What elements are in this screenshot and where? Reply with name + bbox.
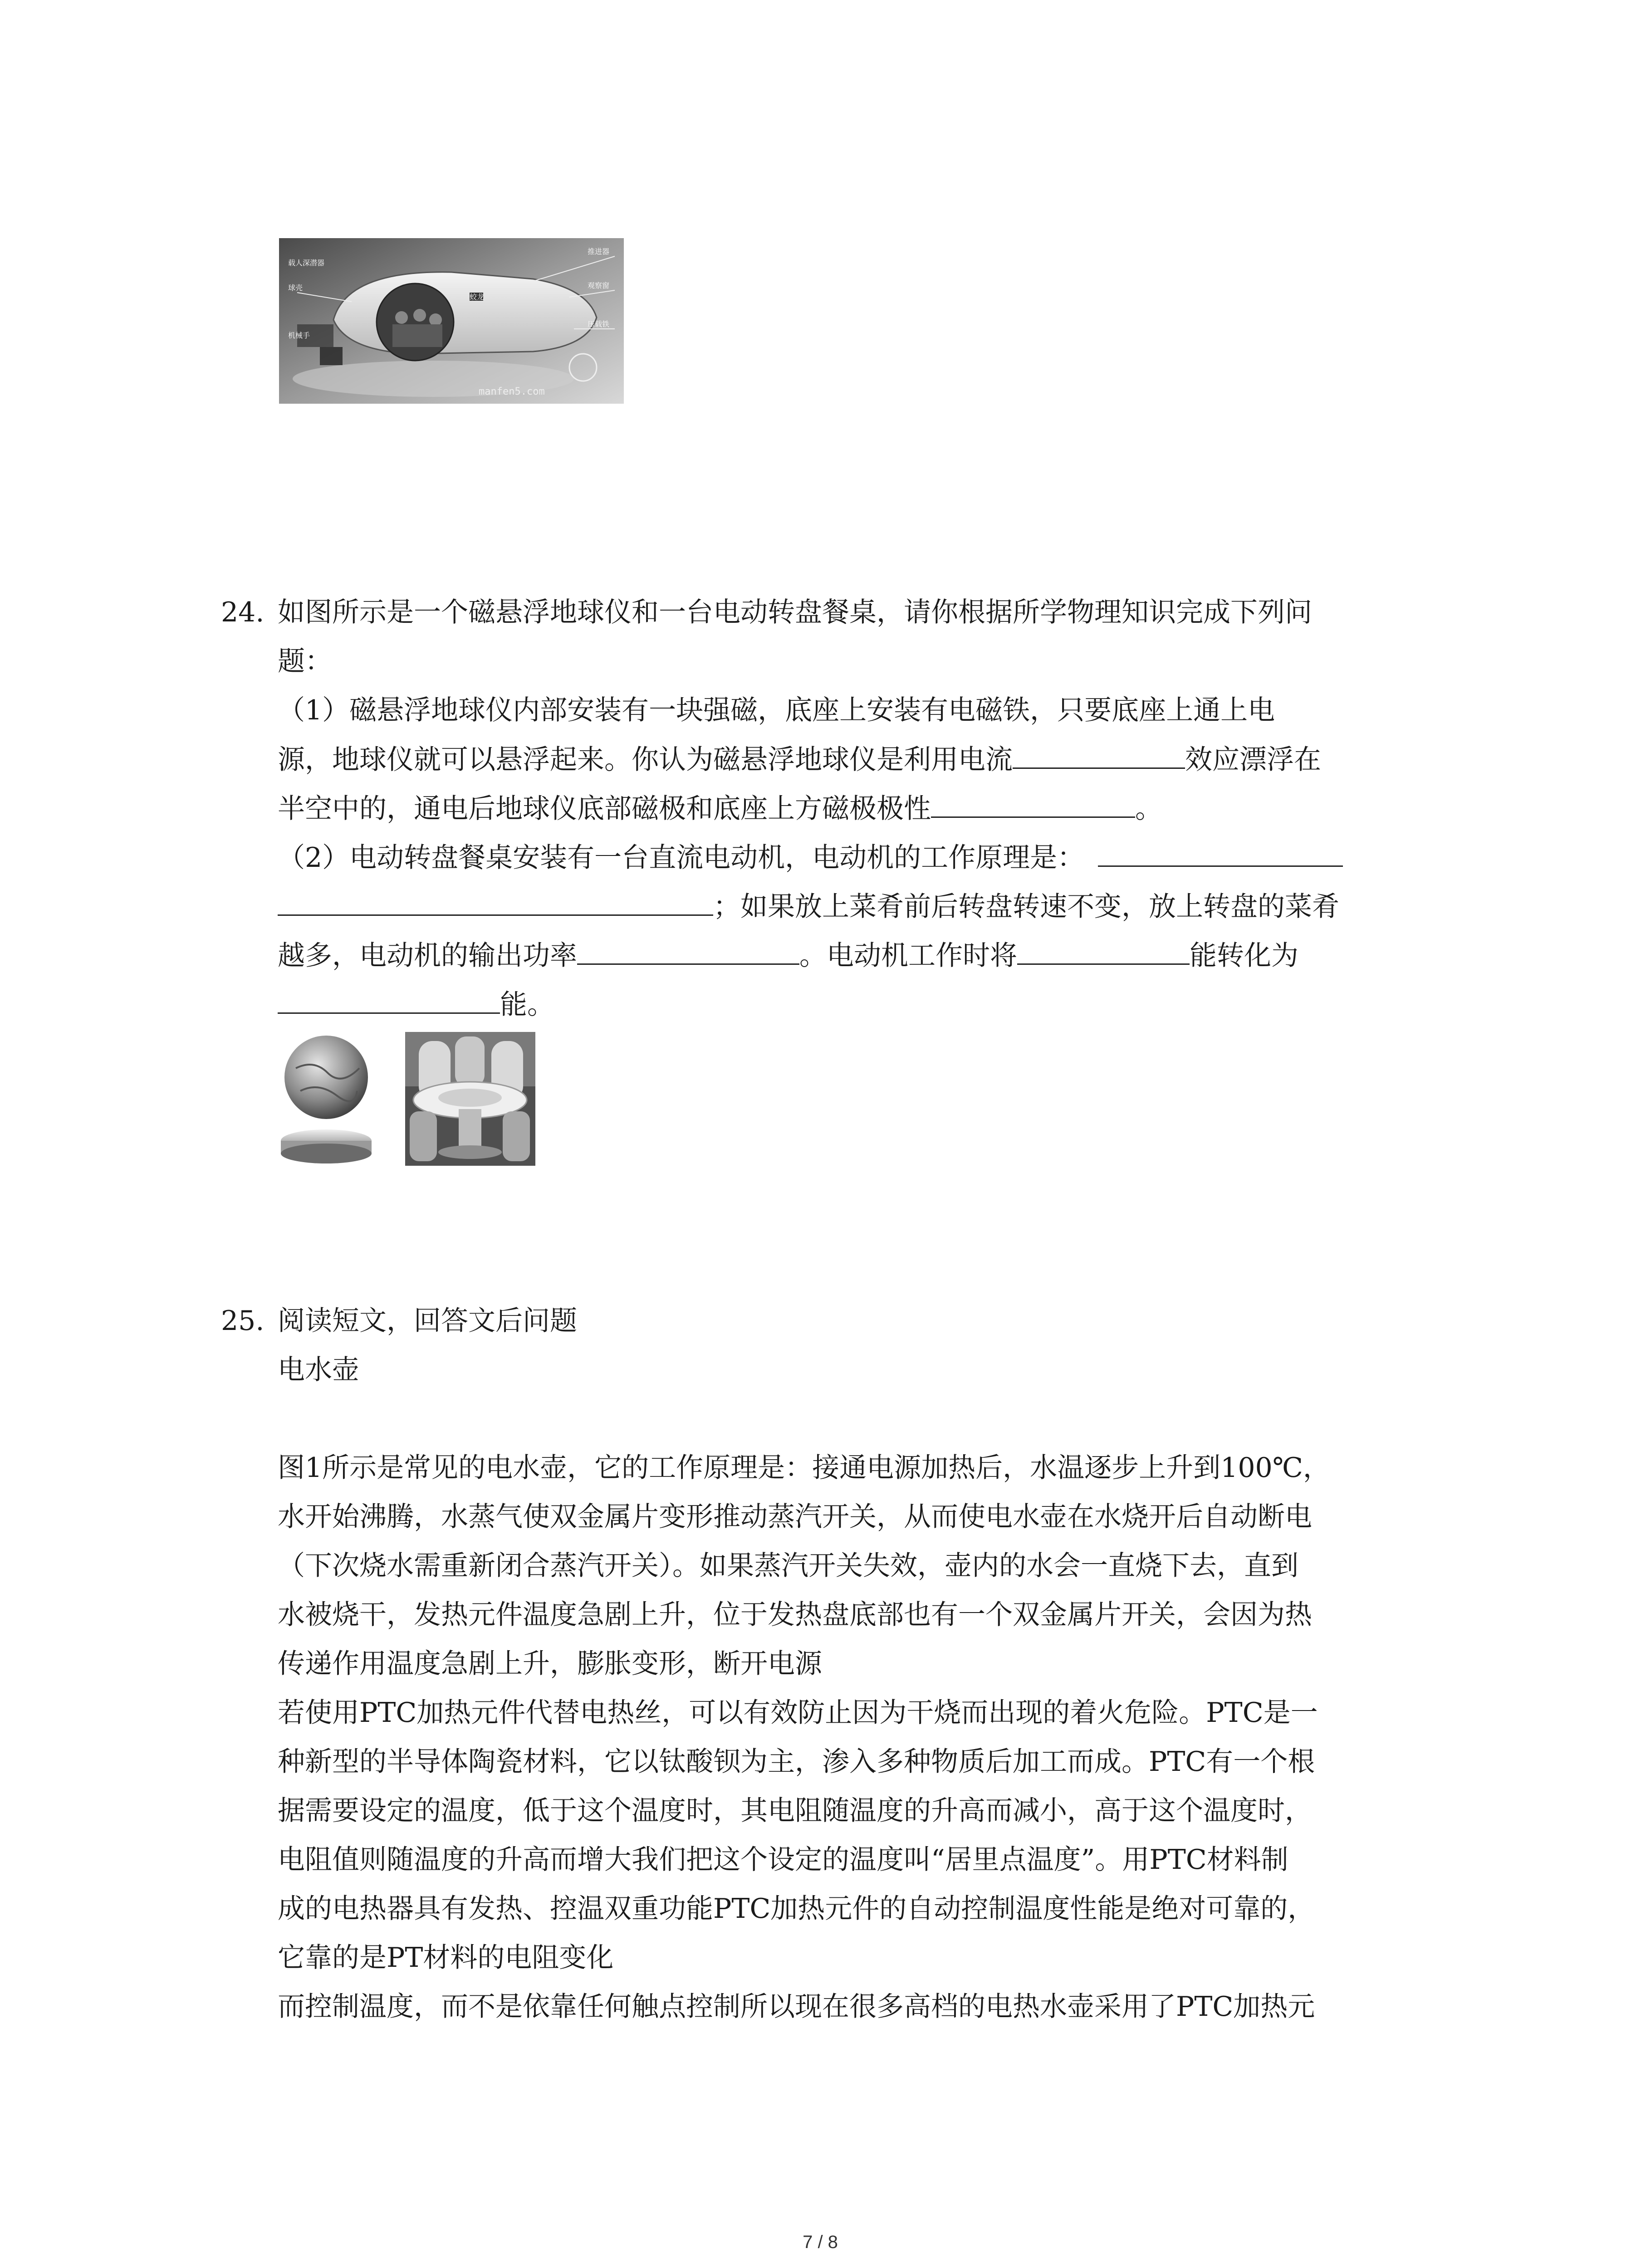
q24-part1-text3a: 半空中的，通电后地球仪底部磁极和底座上方磁极极性 bbox=[278, 793, 931, 825]
label-2: 蛟龙 bbox=[470, 293, 485, 301]
q25-p2-line4: 电阻值则随温度的升高而增大我们把这个设定的温度叫“居里点温度”。用PTC材料制 bbox=[278, 1844, 1288, 1876]
q25-article-title: 电水壶 bbox=[278, 1354, 359, 1386]
q24-stem-line2: 题： bbox=[278, 645, 332, 677]
label-1: 载人深潜器 bbox=[288, 259, 325, 267]
label-7: 压载铁 bbox=[588, 320, 610, 328]
q24-blank-energy-from[interactable] bbox=[1017, 937, 1190, 965]
q25-p1-line5: 传递作用温度急剧上升，膨胀变形，断开电源 bbox=[278, 1648, 822, 1680]
q24-part2-text3c: 能转化为 bbox=[1190, 940, 1298, 972]
label-3: 球壳 bbox=[288, 284, 303, 292]
q24-part1-text2a: 源，地球仪就可以悬浮起来。你认为磁悬浮地球仪是利用电流 bbox=[278, 744, 1013, 776]
q25-p1-line4: 水被烧干，发热元件温度急剧上升，位于发热盘底部也有一个双金属片开关，会因为热 bbox=[278, 1599, 1312, 1631]
watermark-text: manfen5.com bbox=[479, 386, 545, 397]
q25-instruction: 阅读短文，回答文后问题 bbox=[278, 1305, 577, 1337]
q24-blank-output-power[interactable] bbox=[577, 937, 799, 965]
submarine-drawing bbox=[279, 238, 624, 404]
q25-p1-line1: 图1所示是常见的电水壶，它的工作原理是：接通电源加热后，水温逐步上升到100℃， bbox=[278, 1452, 1330, 1484]
q24-part1-line1: （1）磁悬浮地球仪内部安装有一块强磁，底座上安装有电磁铁，只要底座上通上电 bbox=[278, 694, 1275, 726]
q24-part2-text3a: 越多，电动机的输出功率 bbox=[278, 940, 577, 972]
q24-part1-text3b: 。 bbox=[1135, 793, 1162, 825]
q25-p2-line3: 据需要设定的温度，低于这个温度时，其电阻随温度的升高而减小，高于这个温度时， bbox=[278, 1795, 1312, 1827]
q24-part2-line2 bbox=[278, 888, 1339, 925]
q24-blank-polarity[interactable] bbox=[931, 790, 1135, 818]
q25-p2-line5: 成的电热器具有发热、控温双重功能PTC加热元件的自动控制温度性能是绝对可靠的， bbox=[278, 1893, 1315, 1925]
q24-part2-text1: （2）电动转盘餐桌安装有一台直流电动机，电动机的工作原理是： bbox=[278, 842, 1085, 874]
q24-part1-text2b: 效应漂浮在 bbox=[1185, 744, 1321, 776]
q25-p1-line3: （下次烧水需重新闭合蒸汽开关）。如果蒸汽开关失效，壶内的水会一直烧下去，直到 bbox=[278, 1550, 1298, 1582]
q24-part2-line4 bbox=[278, 986, 554, 1023]
q24-part2-text3b: 。电动机工作时将 bbox=[799, 940, 1017, 972]
q24-blank-energy-to[interactable] bbox=[278, 986, 500, 1014]
rotating-table-drawing bbox=[405, 1032, 535, 1166]
q24-blank-motor-principle-b[interactable] bbox=[278, 888, 713, 916]
q24-stem-line1: 如图所示是一个磁悬浮地球仪和一台电动转盘餐桌，请你根据所学物理知识完成下列问 bbox=[278, 596, 1312, 628]
page-number: 7 / 8 bbox=[803, 2232, 838, 2252]
submarine-figure bbox=[279, 238, 624, 404]
q24-blank-current-effect[interactable] bbox=[1013, 741, 1185, 769]
label-4: 推进器 bbox=[588, 247, 610, 256]
q25-p1-line2: 水开始沸腾，水蒸气使双金属片变形推动蒸汽开关，从而使电水壶在水烧开后自动断电 bbox=[278, 1501, 1312, 1533]
q24-part1-line2 bbox=[278, 741, 1321, 778]
q25-p3-line1: 而控制温度，而不是依靠任何触点控制所以现在很多高档的电热水壶采用了PTC加热元 bbox=[278, 1991, 1315, 2023]
rotating-table-image bbox=[405, 1032, 535, 1166]
q24-number: 24. bbox=[221, 596, 265, 628]
maglev-globe-drawing bbox=[278, 1032, 375, 1166]
q24-part2-text4b: 能。 bbox=[500, 989, 554, 1021]
q24-part2-line1 bbox=[278, 839, 1343, 876]
label-5: 机械手 bbox=[288, 331, 310, 340]
q25-p2-line1: 若使用PTC加热元件代替电热丝，可以有效防止因为干烧而出现的着火危险。PTC是一 bbox=[278, 1697, 1318, 1729]
q24-part1-line3 bbox=[278, 790, 1162, 827]
q25-number: 25. bbox=[221, 1305, 265, 1337]
q25-p2-line6: 它靠的是PT材料的电阻变化 bbox=[278, 1942, 614, 1974]
q25-p2-line2: 种新型的半导体陶瓷材料，它以钛酸钡为主，渗入多种物质后加工而成。PTC有一个根 bbox=[278, 1746, 1315, 1778]
maglev-globe-image bbox=[278, 1032, 375, 1166]
q24-part2-line3 bbox=[278, 937, 1298, 974]
label-6: 观察窗 bbox=[588, 281, 610, 290]
q24-blank-motor-principle-a[interactable] bbox=[1098, 839, 1343, 867]
q24-part2-text2b: ；如果放上菜肴前后转盘转速不变，放上转盘的菜肴 bbox=[713, 891, 1339, 923]
